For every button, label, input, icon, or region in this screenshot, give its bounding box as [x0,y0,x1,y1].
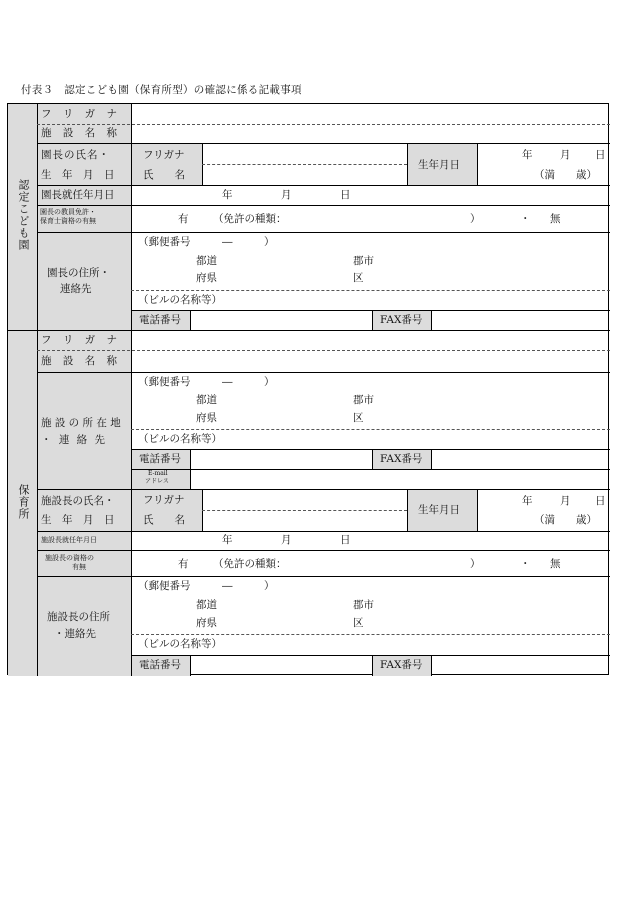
head-qual-label-2: 有無 [72,563,86,571]
hoikusho-birth-day: 日 [595,495,606,507]
facility-name-label: 施 設 名 称 [41,127,122,139]
head-appointment-label: 施設長就任年月日 [41,536,97,544]
head-prefecture-todo: 都道 [196,599,217,611]
application-form-table [7,103,609,675]
hoikusho-birth-year: 年 [522,495,533,507]
city-gunshi: 郡市 [353,255,374,267]
license-close-paren: ） [470,213,481,225]
hoikusho-furigana-small: フリガナ [143,494,185,506]
license-has[interactable]: 有 [178,213,189,225]
head-address-label-1: 施設長の住所 [47,611,110,623]
section-label-kodomoen: 認定こども園 [17,179,30,251]
hoikusho-license-type: （免許の種類： [213,558,287,570]
prefecture-todo: 都道 [196,255,217,267]
email-input[interactable] [194,472,605,486]
hoikusho-city-ku: 区 [353,412,364,424]
email-label-2: アドレス [145,478,169,485]
hoikusho-postal-label: （郵便番号 ― ） [138,376,275,388]
license-dot: ・ [520,213,531,225]
appointment-date-label: 園長就任年月日 [41,189,115,201]
phone-label: 電話番号 [139,314,181,326]
fax-input[interactable] [435,313,605,327]
head-phone-input[interactable] [194,658,368,672]
head-postal-label: （郵便番号 ― ） [138,580,275,592]
facility-name-input[interactable] [135,127,605,141]
hoikusho-phone-label: 電話番号 [139,453,181,465]
hoikusho-building-label: （ビルの名称等） [138,433,222,445]
head-name-input[interactable] [206,513,402,527]
furigana-small-label: フリガナ [143,149,185,161]
head-fax-input[interactable] [435,658,605,672]
hoikusho-prefecture-fuken: 府県 [196,412,217,424]
location-label-2: ・ 連 絡 先 [41,434,108,446]
director-address-label-1: 園長の住所・ [47,267,110,279]
fax-label: FAX番号 [380,314,423,326]
head-address-label-2: ・連絡先 [54,628,96,640]
hoikusho-none[interactable]: 無 [550,558,561,570]
hoikusho-furigana-input[interactable] [135,333,605,347]
hoikusho-facility-name-input[interactable] [135,354,605,368]
birth-day: 日 [595,149,606,161]
head-fax-label: FAX番号 [380,659,423,671]
head-phone-label: 電話番号 [139,659,181,671]
hoikusho-birthdate-label: 生年月日 [418,504,460,516]
director-birth-label: 生 年 月 日 [41,169,115,181]
birth-year: 年 [522,149,533,161]
age-label: （満 歳） [534,169,597,181]
hoikusho-appoint-day: 日 [340,534,351,546]
hoikusho-dot: ・ [520,558,531,570]
email-label-1: E-mail [148,470,168,477]
furigana-input[interactable] [135,107,605,121]
birth-month: 月 [560,149,571,161]
hoikusho-age-label: （満 歳） [534,514,597,526]
head-name-label: 施設長の氏名・ [41,495,115,507]
hoikusho-has[interactable]: 有 [178,558,189,570]
hoikusho-furigana-label: フ リ ガ ナ [41,334,122,346]
license-label-2: 保育士資格の有無 [40,217,96,225]
name-small-label: 氏 名 [143,169,185,181]
hoikusho-name-small: 氏 名 [143,514,185,526]
head-qual-label-1: 施設長の資格の [45,554,94,562]
birthdate-label: 生年月日 [418,159,460,171]
director-name-input[interactable] [206,166,402,180]
section-label-hoikusho: 保育所 [17,484,30,520]
head-prefecture-fuken: 府県 [196,617,217,629]
location-label-1: 施 設 の 所 在 地 [41,417,121,429]
license-type-label: （免許の種類： [213,213,287,225]
appoint-month: 月 [281,189,292,201]
hoikusho-fax-label: FAX番号 [380,453,423,465]
postal-code-label: （郵便番号 ― ） [138,236,275,248]
furigana-label: フ リ ガ ナ [41,108,122,120]
hoikusho-city-gunshi: 郡市 [353,394,374,406]
appoint-day: 日 [340,189,351,201]
hoikusho-prefecture-todo: 都道 [196,394,217,406]
appoint-year: 年 [222,189,233,201]
building-name-label: （ビルの名称等） [138,294,222,306]
hoikusho-appoint-year: 年 [222,534,233,546]
head-city-ku: 区 [353,617,364,629]
head-birth-label: 生 年 月 日 [41,514,115,526]
page-title: 付表３ 認定こども園（保育所型）の確認に係る記載事項 [21,84,302,96]
director-name-label: 園長の氏名・ [41,149,110,161]
phone-input[interactable] [194,313,368,327]
hoikusho-birth-month: 月 [560,495,571,507]
license-label-1: 園長の教員免許・ [40,208,96,216]
city-ku: 区 [353,272,364,284]
head-building-label: （ビルの名称等） [138,638,222,650]
prefecture-fuken: 府県 [196,272,217,284]
hoikusho-appoint-month: 月 [281,534,292,546]
director-address-label-2: 連絡先 [60,283,92,295]
hoikusho-close-paren: ） [470,558,481,570]
hoikusho-facility-name-label: 施 設 名 称 [41,355,122,367]
hoikusho-phone-input[interactable] [194,452,368,466]
hoikusho-fax-input[interactable] [435,452,605,466]
head-city-gunshi: 郡市 [353,599,374,611]
license-none[interactable]: 無 [550,213,561,225]
